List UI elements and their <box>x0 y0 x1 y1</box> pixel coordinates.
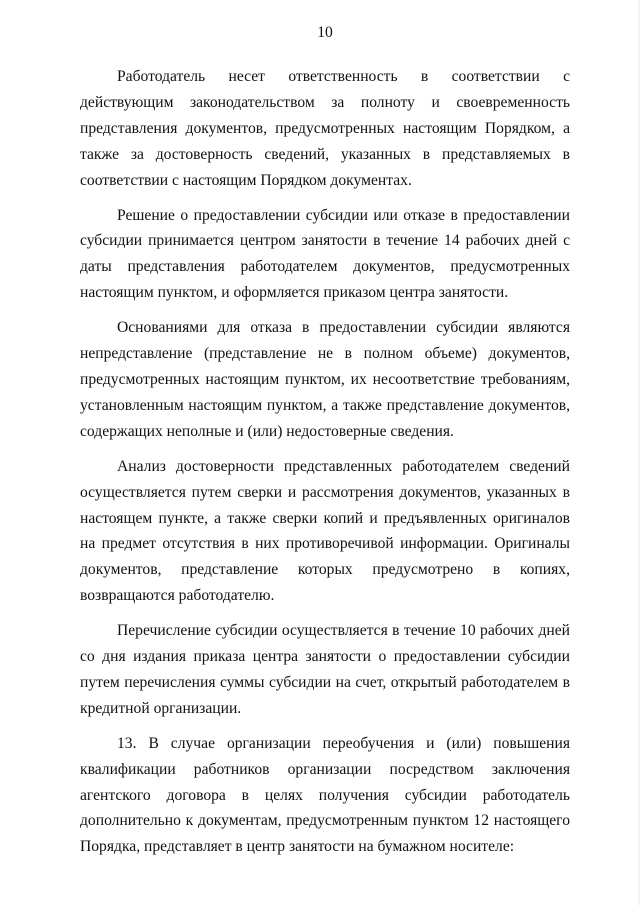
paragraph-refusal-grounds: Основаниями для отказа в предоставлении субсидии являются непредставление (представление не в полном объеме) документов, предусмотренных настоящим пунктом, их несоответствие требованиям, установленным настоящим пунктом, а также представление документов, содержащих неполные и (или) недостоверные сведения. <box>80 319 570 440</box>
paragraph-verification: Анализ достоверности представленных работодателем сведений осуществляется путем сверки и рассмотрения документов, указанных в настоящем пункте, а также сверки копий и предъявленных оригиналов на предмет отсутствия в них противоречивой информации. Оригиналы документов, представление которых предусмотрено в копиях, возвращаются работодателю. <box>80 457 570 605</box>
paragraph-transfer: Перечисление субсидии осуществляется в течение 10 рабочих дней со дня издания приказа центра занятости о предоставлении субсидии путем перечисления суммы субсидии на счет, открытый работодателем в кредитной организации. <box>80 622 570 717</box>
paragraph-responsibility: Работодатель несет ответственность в соответствии с действующим законодательством за полноту и своевременность представления документов, предусмотренных настоящим Порядком, а также за достоверность сведений, указанных в представляемых в соответствии с настоящим Порядком документах. <box>80 68 570 189</box>
paragraph-decision: Решение о предоставлении субсидии или отказе в предоставлении субсидии принимается центром занятости в течение 14 рабочих дней с даты представления работодателем документов, предусмотренных настоящим пунктом, и оформляется приказом центра занятости. <box>80 206 570 302</box>
paragraph-item-13: 13. В случае организации переобучения и (или) повышения квалификации работников организации посредством заключения агентского договора в целях получения субсидии работодатель дополнительно к документам, предусмотренным пунктом 12 настоящего Порядка, представляет в центр занятости на бумажном носителе: <box>80 734 570 856</box>
page-number: 10 <box>317 24 333 41</box>
